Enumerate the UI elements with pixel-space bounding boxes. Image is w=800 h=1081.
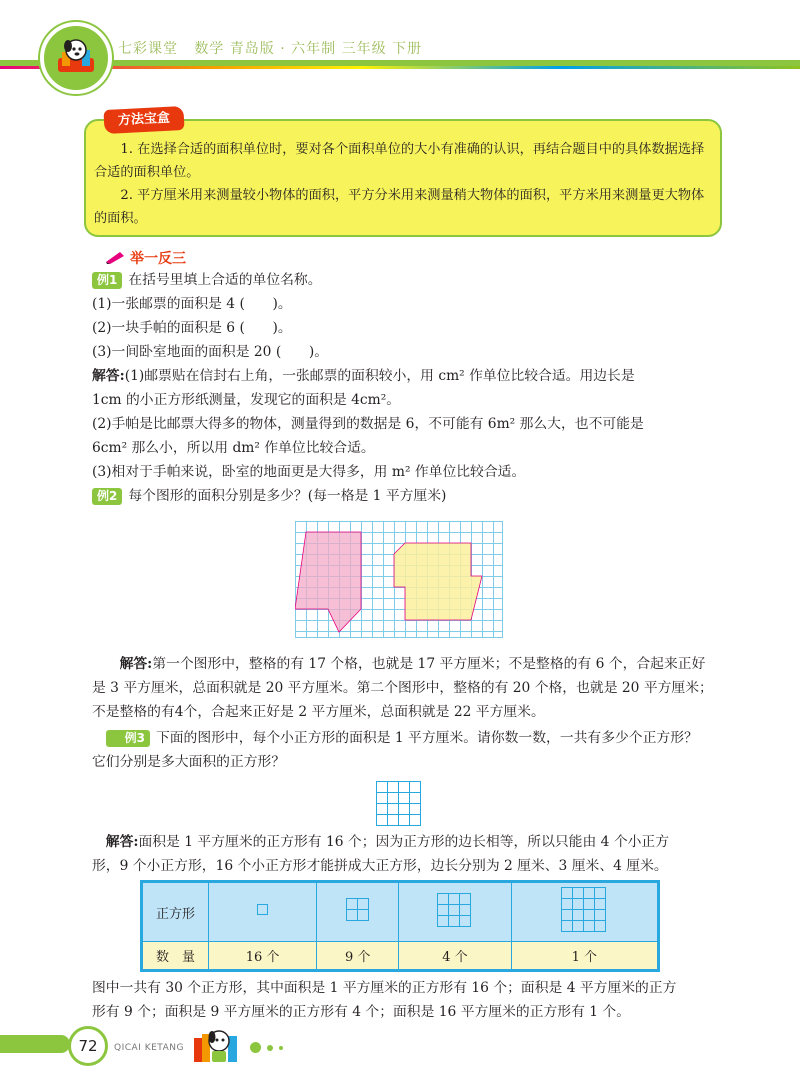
example-3 [92, 726, 698, 774]
example-3-summary [92, 976, 676, 1024]
method-tag: 方法宝盒 [103, 106, 184, 134]
example-question: 在括号里填上合适的单位名称。 [128, 272, 322, 288]
answer-text: (3)相对于手帕来说，卧室的地面更是大得多，用 m² 作单位比较合适。 [92, 464, 526, 480]
four-by-four-grid [376, 781, 422, 827]
square-3x3 [399, 883, 511, 942]
footer-band [0, 1035, 70, 1053]
answer-text: 面积是 1 平方厘米的正方形有 16 个；因为正方形的边长相等，所以只能由 4 个小正方 [138, 834, 670, 850]
count-cell: 4 个 [399, 942, 511, 970]
book-info: 数学 青岛版 · 六年制 三年级 下册 [194, 41, 423, 57]
answer-text: (1)邮票贴在信封右上角，一张邮票的面积较小，用 cm² 作单位比较合适。用边长是 [124, 368, 635, 384]
example-question: 它们分别是多大面积的正方形？ [92, 754, 286, 770]
square-count-table [140, 880, 660, 972]
dot-icon [250, 1042, 261, 1053]
example-tag: 例3 [106, 730, 150, 747]
summary-text: 图中一共有 30 个正方形，其中面积是 1 平方厘米的正方形有 16 个；面积是 4 平方厘米的正方 [92, 980, 677, 996]
sub-question: (1)一张邮票的面积是 4 ( )。 [92, 296, 292, 312]
answer-text: 1cm 的小正方形纸测量，发现它的面积是 4cm²。 [92, 392, 401, 408]
example-1 [92, 268, 644, 484]
footer-brand: QICAI KETANG [114, 1043, 184, 1053]
answer-text: 第一个图形中，整格的有 17 个格，也就是 17 平方厘米；不是整格的有 6 个，合起来正好 [152, 656, 706, 672]
method-point-2: 2. 平方厘米用来测量较小物体的面积，平方分米用来测量稍大物体的面积，平方米用来测量更大物体的面积。 [94, 188, 705, 226]
answer-text: 6cm² 那么小，所以用 dm² 作单位比较合适。 [92, 440, 375, 456]
answer-label: 解答: [92, 368, 125, 384]
example-2 [92, 484, 446, 508]
example-question: 下面的图形中，每个小正方形的面积是 1 平方厘米。请你数一数，一共有多少个正方形？ [155, 730, 698, 746]
count-cell: 16 个 [209, 942, 317, 970]
sub-question: (2)一块手帕的面积是 6 ( )。 [92, 320, 292, 336]
series-name: 七彩课堂 [118, 41, 178, 57]
square-2x2 [317, 883, 399, 942]
examples-title: 举一反三 [130, 251, 186, 267]
footer-dots [250, 1042, 283, 1053]
header-rainbow-band [0, 66, 800, 69]
count-cell: 1 个 [511, 942, 657, 970]
table-row-head: 正方形 [143, 883, 209, 942]
mascot-icon [52, 32, 100, 80]
pencil-icon [106, 252, 124, 264]
summary-text: 形有 9 个；面积是 9 平方厘米的正方形有 4 个；面积是 16 平方厘米的正方形有 1 个。 [92, 1004, 631, 1020]
example-2-answer [92, 652, 713, 724]
example-3-answer [92, 830, 669, 878]
method-text [94, 138, 714, 230]
table-row-head: 数 量 [143, 942, 209, 970]
mascot-books-icon [192, 1024, 240, 1064]
square-1x1 [209, 883, 317, 942]
answer-label: 解答: [105, 834, 139, 850]
answer-text: (2)手帕是比邮票大得多的物体，测量得到的数据是 6，不可能有 6m² 那么大，也不可能是 [92, 416, 644, 432]
area-grid-figure [295, 521, 503, 638]
examples-heading [106, 248, 186, 268]
answer-text: 是 3 平方厘米，总面积就是 20 平方厘米。第二个图形中，整格的有 20 个格，也就是 20 平方厘米； [92, 680, 713, 696]
yellow-shape [394, 543, 482, 620]
example-tag: 例2 [92, 488, 122, 505]
dot-icon [267, 1045, 273, 1051]
square-4x4 [511, 883, 657, 942]
count-cell: 9 个 [317, 942, 399, 970]
answer-text: 不是整格的有4个，合起来正好是 2 平方厘米，总面积就是 22 平方厘米。 [92, 704, 545, 720]
sub-question: (3)一间卧室地面的面积是 20 ( )。 [92, 344, 328, 360]
example-question: 每个图形的面积分别是多少？(每一格是 1 平方厘米) [128, 488, 447, 504]
answer-text: 形，9 个小正方形，16 个小正方形才能拼成大正方形，边长分别为 2 厘米、3 厘米、4 厘米。 [92, 858, 668, 874]
method-point-1: 1. 在选择合适的面积单位时，要对各个面积单位的大小有准确的认识，再结合题目中的具体数据选择合适的面积单位。 [94, 142, 705, 180]
example-tag: 例1 [92, 272, 122, 289]
page-number: 72 [68, 1026, 108, 1066]
dot-icon [279, 1046, 283, 1050]
answer-label: 解答: [119, 656, 153, 672]
header-title [118, 38, 422, 58]
